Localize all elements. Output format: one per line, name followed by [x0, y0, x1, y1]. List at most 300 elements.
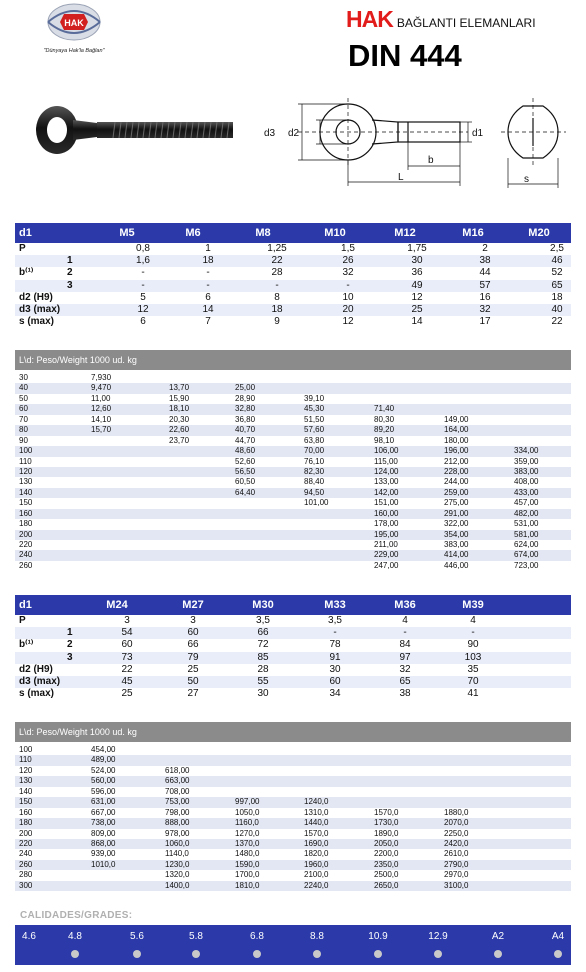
- standard-title: DIN 444: [348, 38, 462, 73]
- header-cell: M8: [255, 227, 271, 239]
- header-cell: M24: [106, 599, 128, 611]
- weight-cell: 354,00: [444, 529, 469, 539]
- eye-bolt-image: [35, 92, 235, 162]
- weight-cell: 22,60: [169, 425, 190, 435]
- weight-cell: 101,00: [304, 498, 329, 508]
- weight-cell: 1320,0: [165, 870, 190, 880]
- length-cell: 130: [19, 776, 33, 786]
- length-cell: 100: [19, 745, 33, 754]
- dimension-cell: 9: [274, 316, 280, 328]
- length-cell: 160: [19, 807, 33, 817]
- company-logo: [30, 2, 118, 60]
- weight-cell: 229,00: [374, 550, 399, 560]
- dimension-cell: 14: [202, 303, 214, 315]
- weight-cell: 2200,0: [374, 849, 399, 859]
- row-label: s (max): [19, 688, 55, 700]
- weight-row: [15, 530, 571, 540]
- dimension-cell: 32: [479, 303, 491, 315]
- weight-cell: 94,50: [304, 487, 325, 497]
- dimension-cell: 22: [271, 255, 283, 267]
- length-cell: 140: [19, 487, 33, 497]
- dimension-cell: 36: [411, 267, 423, 279]
- grade-dot-icon: [133, 950, 141, 958]
- length-cell: 150: [19, 498, 33, 508]
- grade-dot-icon: [253, 950, 261, 958]
- weight-cell: 151,00: [374, 498, 399, 508]
- weight-cell: 228,00: [444, 466, 469, 476]
- weight-cell: 178,00: [374, 519, 399, 529]
- header-cell: M27: [182, 599, 204, 611]
- length-cell: 60: [19, 404, 28, 414]
- grade-label: 5.8: [189, 931, 203, 942]
- grade-dot-icon: [434, 950, 442, 958]
- weight-row: [15, 860, 571, 870]
- header-cell: M6: [185, 227, 201, 239]
- dimension-cell: 40: [551, 303, 563, 315]
- technical-drawing: [258, 96, 573, 196]
- weight-cell: 631,00: [91, 797, 116, 807]
- grade-label: A4: [551, 931, 565, 942]
- dimension-cell: 12: [411, 291, 423, 303]
- weight-cell: 13,70: [169, 383, 190, 393]
- dimension-cell: 55: [257, 675, 269, 687]
- row-label: b⁽¹⁾: [19, 267, 34, 279]
- weight-cell: 667,00: [91, 807, 116, 817]
- length-cell: 260: [19, 859, 33, 869]
- weight-cell: 624,00: [514, 540, 539, 549]
- dimension-row: [15, 664, 571, 676]
- weight-cell: 674,00: [514, 550, 539, 560]
- dimension-cell: 60: [187, 627, 199, 639]
- weight-cell: 408,00: [514, 477, 539, 487]
- dim-label-d2: d2: [288, 128, 300, 139]
- weight-row: [15, 745, 571, 755]
- length-cell: 110: [19, 456, 32, 466]
- dimension-cell: 30: [257, 688, 269, 700]
- weight-cell: 1810,0: [235, 880, 260, 890]
- weight-cell: 618,00: [165, 765, 190, 775]
- dimension-cell: 73: [121, 651, 133, 663]
- grade-label: A2: [491, 931, 505, 942]
- dimension-cell: 70: [467, 675, 479, 687]
- dimension-cell: 60: [329, 675, 341, 687]
- weight-cell: 51,50: [304, 414, 325, 424]
- weight-cell: 1570,0: [374, 807, 399, 817]
- row-sublabel: 1: [67, 627, 73, 639]
- weight-cell: 1820,0: [304, 849, 329, 859]
- weight-cell: 164,00: [444, 425, 469, 435]
- grade-label: 5.6: [130, 931, 144, 942]
- dimension-cell: 66: [187, 639, 199, 651]
- table1-weight-title-bar: [15, 350, 571, 370]
- grades-bar: [15, 925, 571, 965]
- weight-cell: 708,00: [165, 786, 190, 796]
- row-sublabel: 3: [67, 279, 73, 291]
- dimension-cell: 10: [342, 291, 354, 303]
- dimension-cell: 18: [202, 255, 214, 267]
- dim-label-L: L: [398, 172, 404, 183]
- weight-cell: 2420,0: [444, 838, 469, 848]
- dimension-cell: 38: [479, 255, 491, 267]
- grade-label: 8.8: [310, 931, 324, 942]
- header-cell: M39: [462, 599, 484, 611]
- weight-cell: 76,10: [304, 456, 325, 466]
- dimension-cell: 84: [399, 639, 411, 651]
- dimension-cell: 4: [470, 615, 476, 626]
- weight-row: [15, 373, 571, 383]
- weight-cell: 60,50: [235, 477, 256, 487]
- dimension-cell: 28: [257, 663, 269, 675]
- dimension-row: [15, 243, 571, 255]
- weight-cell: 1270,0: [235, 828, 260, 838]
- weight-row: [15, 425, 571, 435]
- weight-cell: 1010,0: [91, 859, 116, 869]
- weight-cell: 48,60: [235, 446, 256, 456]
- length-cell: 110: [19, 755, 32, 765]
- dimension-cell: 54: [121, 627, 133, 639]
- length-cell: 80: [19, 425, 28, 435]
- weight-cell: 809,00: [91, 828, 116, 838]
- length-cell: 240: [19, 550, 33, 560]
- weight-cell: 45,30: [304, 404, 325, 414]
- dimension-cell: 79: [187, 651, 199, 663]
- length-cell: 200: [19, 828, 33, 838]
- weight-cell: 1890,0: [374, 828, 399, 838]
- weight-cell: 596,00: [91, 786, 116, 796]
- weight-row: [15, 498, 571, 508]
- dimension-cell: 66: [257, 627, 269, 639]
- weight-cell: 12,60: [91, 404, 112, 414]
- dimension-cell: 1,75: [407, 243, 427, 254]
- weight-row: [15, 818, 571, 828]
- brand-name: HAK: [346, 6, 393, 32]
- weight-cell: 70,00: [304, 446, 325, 456]
- dimension-cell: 85: [257, 651, 269, 663]
- weight-cell: 15,90: [169, 393, 190, 403]
- dimension-cell: 65: [551, 279, 563, 291]
- weight-cell: 40,70: [235, 425, 256, 435]
- weight-cell: 195,00: [374, 529, 399, 539]
- table2-header: [15, 595, 571, 615]
- weight-cell: 446,00: [444, 560, 469, 570]
- weight-row: [15, 870, 571, 880]
- dimension-cell: -: [403, 627, 407, 639]
- dimension-cell: 18: [551, 291, 563, 303]
- length-cell: 70: [19, 414, 28, 424]
- grade-dot-icon: [374, 950, 382, 958]
- table1-weight-title: L\d: Peso/Weight 1000 ud. kg: [19, 355, 137, 365]
- weight-cell: 1880,0: [444, 807, 469, 817]
- weight-row: [15, 415, 571, 425]
- weight-cell: 11,00: [91, 393, 111, 403]
- length-cell: 180: [19, 818, 33, 828]
- weight-row: [15, 881, 571, 891]
- dimension-row: [15, 255, 571, 267]
- dimension-cell: 6: [140, 316, 146, 328]
- dimension-cell: 20: [342, 303, 354, 315]
- dimension-cell: 41: [467, 688, 479, 700]
- weight-cell: 581,00: [514, 529, 539, 539]
- weight-cell: 2970,0: [444, 870, 469, 880]
- weight-cell: 433,00: [514, 487, 539, 497]
- weight-cell: 39,10: [304, 393, 325, 403]
- weight-cell: 9,470: [91, 383, 112, 393]
- weight-cell: 457,00: [514, 498, 539, 508]
- dimension-cell: 25: [411, 303, 423, 315]
- weight-cell: 2610,0: [444, 849, 469, 859]
- table2-weight-title: L\d: Peso/Weight 1000 ud. kg: [19, 727, 137, 737]
- dimension-cell: 32: [399, 663, 411, 675]
- dimension-cell: 50: [187, 675, 199, 687]
- dim-label-d3: d3: [264, 128, 276, 139]
- weight-row: [15, 550, 571, 560]
- header-cell: M36: [394, 599, 416, 611]
- length-cell: 280: [19, 870, 33, 880]
- weight-row: [15, 509, 571, 519]
- dimension-cell: 28: [271, 267, 283, 279]
- weight-cell: 89,20: [374, 425, 395, 435]
- weight-row: [15, 488, 571, 498]
- dimension-row: [15, 316, 571, 328]
- weight-row: [15, 797, 571, 807]
- logo-text: HAK: [64, 18, 84, 28]
- dimension-cell: 45: [121, 675, 133, 687]
- weight-row: [15, 839, 571, 849]
- dimension-cell: 3,5: [328, 615, 342, 626]
- weight-row: [15, 394, 571, 404]
- header-cell-d1: d1: [19, 599, 32, 611]
- weight-cell: 560,00: [91, 776, 116, 786]
- weight-cell: 124,00: [374, 466, 399, 476]
- table1-header: [15, 223, 571, 243]
- dimension-cell: -: [471, 627, 475, 639]
- header-cell: M33: [324, 599, 346, 611]
- dimension-cell: 91: [329, 651, 341, 663]
- grade-dot-icon: [554, 950, 562, 958]
- dimension-cell: 4: [402, 615, 408, 626]
- weight-row: [15, 446, 571, 456]
- weight-cell: 52,60: [235, 456, 256, 466]
- weight-cell: 57,60: [304, 425, 325, 435]
- header-cell: M10: [324, 227, 346, 239]
- weight-row: [15, 519, 571, 529]
- dimension-cell: 103: [464, 651, 482, 663]
- length-cell: 160: [19, 508, 33, 518]
- brand-subtitle: BAĞLANTI ELEMANLARI: [396, 16, 536, 30]
- weight-cell: 1240,0: [304, 797, 329, 807]
- length-cell: 240: [19, 849, 33, 859]
- length-cell: 120: [19, 765, 33, 775]
- length-cell: 200: [19, 529, 33, 539]
- weight-cell: 56,50: [235, 466, 256, 476]
- dimension-cell: -: [206, 279, 210, 291]
- weight-cell: 868,00: [91, 838, 116, 848]
- weight-cell: 888,00: [165, 818, 190, 828]
- weight-cell: 1590,0: [235, 859, 260, 869]
- dimension-cell: 44: [479, 267, 491, 279]
- weight-row: [15, 849, 571, 859]
- dimension-cell: 90: [467, 639, 479, 651]
- weight-cell: 978,00: [165, 828, 190, 838]
- row-label: d3 (max): [19, 303, 61, 315]
- dimension-cell: -: [141, 267, 145, 279]
- weight-cell: 71,40: [374, 404, 395, 414]
- weight-cell: 23,70: [169, 435, 190, 445]
- dimension-cell: -: [275, 279, 279, 291]
- dimension-cell: 26: [342, 255, 354, 267]
- table2-dimensions: [15, 615, 571, 700]
- weight-cell: 14,10: [91, 414, 112, 424]
- weight-cell: 88,40: [304, 477, 325, 487]
- weight-cell: 1060,0: [165, 838, 190, 848]
- dimension-cell: 32: [342, 267, 354, 279]
- table2-weights: [15, 745, 571, 891]
- row-label: d3 (max): [19, 675, 61, 687]
- header-cell: M5: [119, 227, 135, 239]
- dimension-cell: 46: [551, 255, 563, 267]
- weight-row: [15, 561, 571, 571]
- dimension-cell: 38: [399, 688, 411, 700]
- length-cell: 100: [19, 446, 33, 456]
- weight-cell: 2350,0: [374, 859, 399, 869]
- length-cell: 220: [19, 540, 33, 549]
- dimension-row: [15, 615, 571, 627]
- weight-row: [15, 766, 571, 776]
- weight-cell: 18,10: [169, 404, 190, 414]
- length-cell: 90: [19, 435, 28, 445]
- dimension-cell: 1,6: [136, 255, 150, 267]
- dimension-row: [15, 639, 571, 651]
- weight-cell: 663,00: [165, 776, 190, 786]
- dim-label-b: b: [428, 155, 434, 166]
- dimension-cell: 0,8: [136, 243, 150, 254]
- weight-cell: 1730,0: [374, 818, 399, 828]
- weight-cell: 28,90: [235, 393, 256, 403]
- grade-dot-icon: [494, 950, 502, 958]
- row-label: s (max): [19, 316, 55, 328]
- weight-cell: 2100,0: [304, 870, 329, 880]
- row-sublabel: 2: [67, 267, 73, 279]
- weight-cell: 115,00: [374, 456, 398, 466]
- weight-cell: 7,930: [91, 373, 112, 382]
- weight-cell: 211,00: [374, 540, 398, 549]
- dimension-cell: 27: [187, 688, 199, 700]
- dimension-cell: -: [141, 279, 145, 291]
- dimension-row: [15, 280, 571, 292]
- weight-cell: 2050,0: [374, 838, 399, 848]
- dimension-cell: 2,5: [550, 243, 564, 254]
- dimension-cell: 12: [137, 303, 149, 315]
- dimension-cell: 6: [205, 291, 211, 303]
- dimension-cell: 60: [121, 639, 133, 651]
- weight-cell: 939,00: [91, 849, 116, 859]
- dimension-cell: 16: [479, 291, 491, 303]
- weight-row: [15, 404, 571, 414]
- weight-cell: 259,00: [444, 487, 469, 497]
- weight-cell: 180,00: [444, 435, 469, 445]
- dimension-cell: -: [206, 267, 210, 279]
- weight-cell: 1700,0: [235, 870, 260, 880]
- weight-cell: 414,00: [444, 550, 469, 560]
- weight-cell: 106,00: [374, 446, 399, 456]
- row-sublabel: 2: [67, 639, 73, 651]
- weight-cell: 1690,0: [304, 838, 329, 848]
- weight-row: [15, 436, 571, 446]
- weight-cell: 3100,0: [444, 880, 469, 890]
- grade-dot-icon: [192, 950, 200, 958]
- dimension-cell: 34: [329, 688, 341, 700]
- length-cell: 140: [19, 786, 33, 796]
- dimension-cell: 52: [551, 267, 563, 279]
- weight-cell: 1230,0: [165, 859, 190, 869]
- header-cell: M20: [528, 227, 550, 239]
- weight-cell: 1310,0: [304, 807, 329, 817]
- weight-row: [15, 776, 571, 786]
- row-sublabel: 3: [67, 651, 73, 663]
- dimension-cell: 3,5: [256, 615, 270, 626]
- logo-slogan: "Dünyaya Hak'la Bağlan": [43, 48, 105, 54]
- dimension-row: [15, 267, 571, 279]
- dimension-cell: 3: [190, 615, 196, 626]
- dimension-cell: 14: [411, 316, 423, 328]
- weight-cell: 2070,0: [444, 818, 469, 828]
- weight-row: [15, 787, 571, 797]
- dimension-row: [15, 676, 571, 688]
- row-label: d2 (H9): [19, 291, 53, 303]
- weight-row: [15, 477, 571, 487]
- weight-cell: 15,70: [91, 425, 112, 435]
- dimension-row: [15, 304, 571, 316]
- dimension-cell: 30: [329, 663, 341, 675]
- weight-cell: 82,30: [304, 466, 325, 476]
- dimension-cell: 49: [411, 279, 423, 291]
- brand-header: [346, 6, 536, 33]
- weight-cell: 149,00: [444, 414, 469, 424]
- length-cell: 260: [19, 560, 33, 570]
- dimension-row: [15, 688, 571, 700]
- length-cell: 150: [19, 797, 33, 807]
- dimension-cell: 25: [121, 688, 133, 700]
- row-label: d2 (H9): [19, 663, 53, 675]
- weight-cell: 1050,0: [235, 807, 260, 817]
- dimension-cell: 3: [124, 615, 130, 626]
- weight-cell: 454,00: [91, 745, 116, 754]
- length-cell: 30: [19, 373, 28, 382]
- weight-row: [15, 829, 571, 839]
- grade-dot-icon: [313, 950, 321, 958]
- weight-cell: 36,80: [235, 414, 256, 424]
- weight-cell: 244,00: [444, 477, 469, 487]
- weight-row: [15, 467, 571, 477]
- weight-row: [15, 808, 571, 818]
- weight-cell: 291,00: [444, 508, 469, 518]
- weight-cell: 1440,0: [304, 818, 329, 828]
- weight-cell: 98,10: [374, 435, 395, 445]
- weight-cell: 997,00: [235, 797, 260, 807]
- weight-row: [15, 540, 571, 550]
- row-sublabel: 1: [67, 255, 73, 267]
- weight-cell: 489,00: [91, 755, 116, 765]
- dimension-cell: 1,5: [341, 243, 355, 254]
- weight-row: [15, 457, 571, 467]
- dimension-cell: 65: [399, 675, 411, 687]
- weight-cell: 383,00: [514, 466, 539, 476]
- weight-cell: 20,30: [169, 414, 190, 424]
- length-cell: 300: [19, 880, 33, 890]
- dimension-cell: 1,25: [267, 243, 287, 254]
- weight-cell: 196,00: [444, 446, 469, 456]
- weight-cell: 531,00: [514, 519, 539, 529]
